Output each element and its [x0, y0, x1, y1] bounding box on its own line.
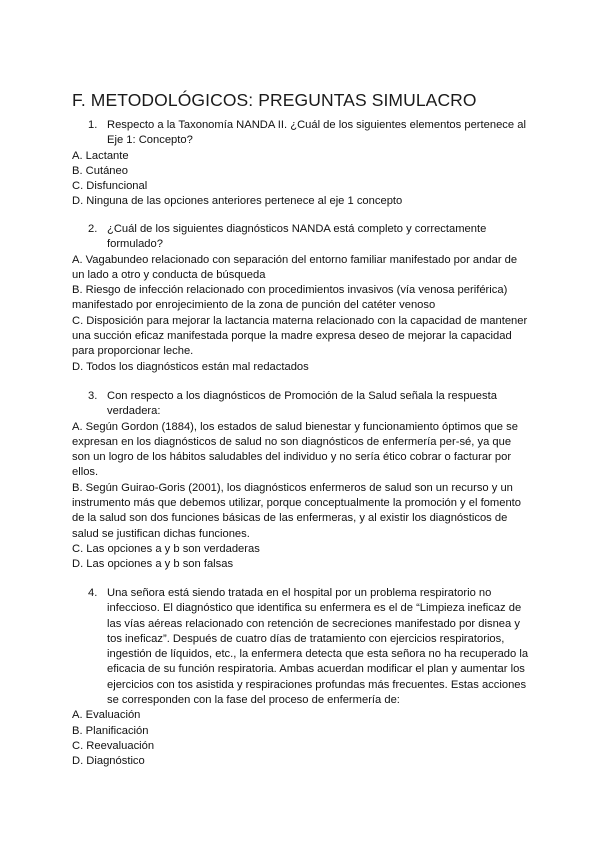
option-d: D. Diagnóstico [72, 755, 145, 768]
option-a: A. Vagabundeo relacionado con separación del entorno familiar manifestado por andar de un lado a otro y conducta de búsqueda [72, 253, 518, 281]
question-stem [72, 222, 532, 253]
stem-line: Eje 1: Concepto? [107, 134, 193, 147]
stem-line: se corresponden con la fase del proceso de enfermería de: [107, 694, 400, 707]
stem-line: Una señora está siendo tratada en el hospital por un problema respiratorio no [107, 587, 492, 599]
option-c: C. Disfuncional [72, 180, 148, 193]
question-number: 1. [88, 119, 98, 131]
option-c: C. Las opciones a y b son verdaderas [72, 542, 260, 555]
option-b: B. Cutáneo [72, 164, 128, 177]
stem-line: eficacia de su función respiratoria. Ambas acuerdan modificar el plan y aumentar los [107, 663, 525, 676]
option-b: B. Riesgo de infección relacionado con procedimientos invasivos (vía venosa periférica) manifestado por enrojecimiento de la zona de punción del catéter venoso [72, 284, 508, 312]
option-d: D. Ninguna de las opciones anteriores pertenece al eje 1 concepto [72, 195, 403, 208]
question-2 [72, 222, 532, 375]
stem-line: verdadera: [107, 405, 161, 418]
question-stem [72, 389, 532, 420]
stem-line: Con respecto a los diagnósticos de Promoción de la Salud señala la respuesta [107, 390, 497, 402]
stem-line: infeccioso. El diagnóstico que identifica su enfermera es el de “Limpieza ineficaz de [107, 602, 522, 615]
option-d: D. Todos los diagnósticos están mal redactados [72, 360, 309, 373]
option-b: B. Planificación [72, 724, 149, 737]
option-b: B. Según Guirao-Goris (2001), los diagnósticos enfermeros de salud son un recurso y un instrumento más que debemos utilizar, porque conceptualmente la promoción y el fomento de la salud son dos funciones básicas de las enfermeras, y al existir los diagnósticos de salud se justifican dichas funciones. [72, 481, 521, 540]
stem-line: las vías aéreas relacionado con retención de secreciones manifestado por disnea y [107, 617, 520, 630]
stem-line: ejercicios con tos asistida y respiraciones profundas más frecuentes. Estas acciones [107, 678, 527, 691]
question-number: 4. [88, 587, 98, 599]
page-title: F. METODOLÓGICOS: PREGUNTAS SIMULACRO [72, 90, 477, 110]
stem-line: ¿Cuál de los siguientes diagnósticos NANDA está completo y correctamente [107, 223, 487, 235]
option-c: C. Disposición para mejorar la lactancia materna relacionado con la capacidad de mantener una succión eficaz manifestada porque la madre expresa deseo de mejorar la capacidad para proporcionar leche. [72, 314, 528, 358]
stem-line: ingestión de líquidos, etc., la enfermera detecta que esta señora no ha recuperado la [107, 648, 529, 661]
stem-line: formulado? [107, 238, 163, 251]
option-a: A. Evaluación [72, 709, 141, 722]
question-3 [72, 389, 532, 573]
question-number: 2. [88, 223, 98, 235]
stem-line: Respecto a la Taxonomía NANDA II. ¿Cuál de los siguientes elementos pertenece al [107, 119, 526, 131]
option-a: A. Según Gordon (1884), los estados de salud bienestar y funcionamiento óptimos que se expresan en los diagnósticos de salud no son diagnósticos de enfermería per-sé, ya que son un logro de los hábitos saludables del individuo y no sería ético cobrar o facturar por ellos. [72, 420, 518, 479]
question-1 [72, 118, 532, 210]
question-stem [72, 118, 532, 149]
stem-line: tos ineficaz”. Después de cuatro días de tratamiento con ejercicios respiratorios, [107, 632, 505, 645]
question-number: 3. [88, 390, 98, 402]
question-4 [72, 586, 532, 770]
option-c: C. Reevaluación [72, 739, 155, 752]
option-d: D. Las opciones a y b son falsas [72, 558, 234, 571]
option-a: A. Lactante [72, 149, 129, 162]
question-stem [72, 586, 532, 708]
